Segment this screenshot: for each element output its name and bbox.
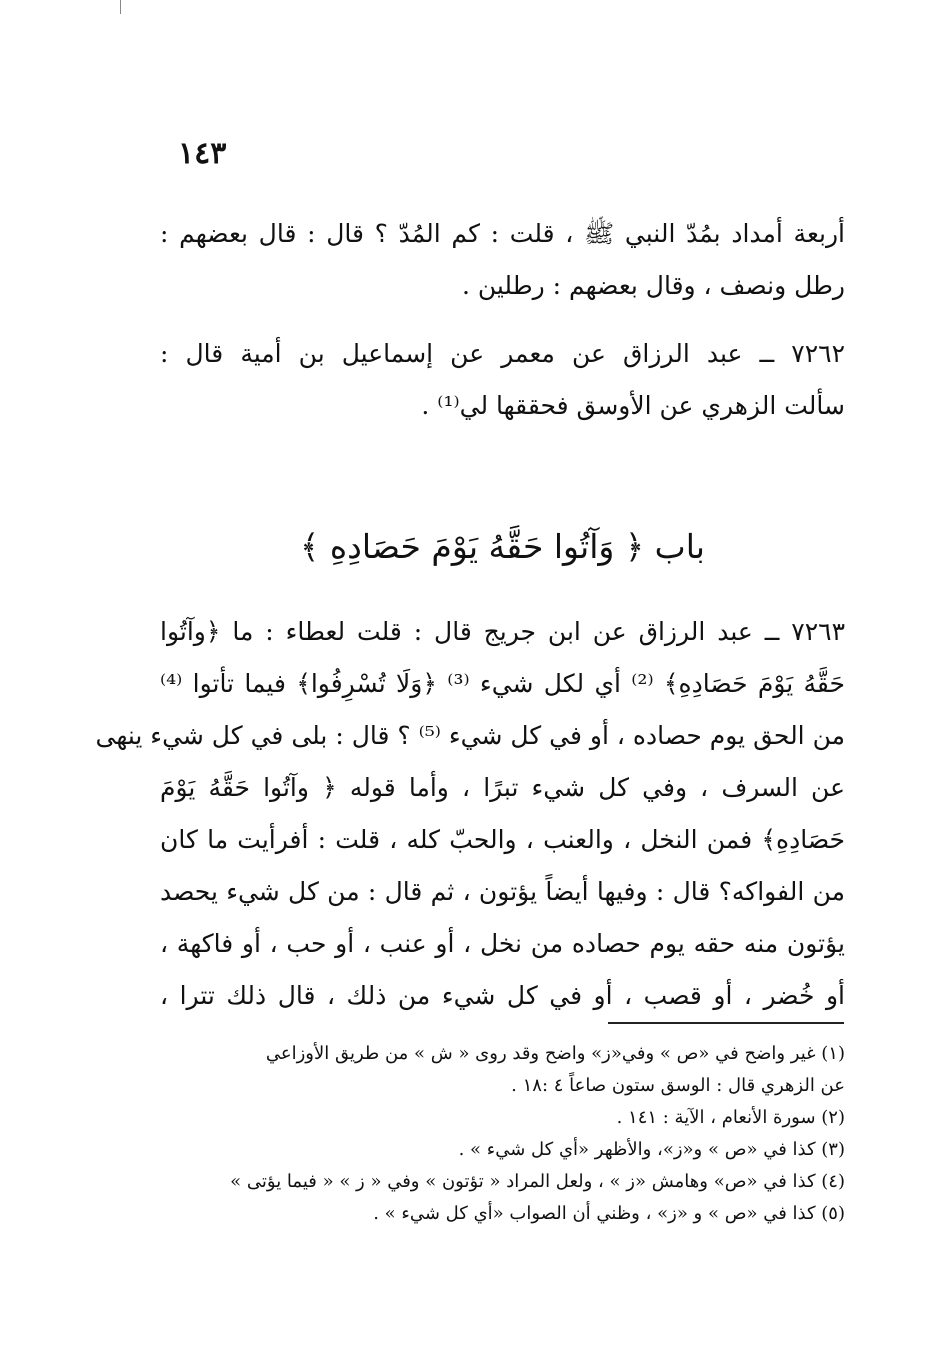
text-line: حَقَّهُ يَوْمَ حَصَادِهِ﴾ ⁽²⁾ أي لكل شيء ⁽³⁾ ﴿وَلَا تُسْرِفُوا﴾ فيما تأتوا ⁽⁴⁾ [160, 669, 846, 698]
text-line: عن السرف ، وفي كل شيء تبرًا ، وأما قوله ﴿ وآتُوا حَقَّهُ يَوْمَ [160, 773, 845, 802]
footnote-1 [160, 1038, 845, 1102]
text-line: حَصَادِهِ﴾ فمن النخل ، والعنب ، والحبّ كله ، قلت : أفرأيت ما كان [160, 825, 845, 854]
chapter-heading: باب ﴿ وَآتُوا حَقَّهُ يَوْمَ حَصَادِهِ ﴾ [300, 527, 705, 566]
text-line: من الحق يوم حصاده ، أو في كل شيء ⁽⁵⁾ ؟ قال : بلى في كل شيء ينهى [95, 721, 845, 750]
footnote-separator [608, 1022, 844, 1024]
footnote-3 [160, 1134, 845, 1166]
text-line: أربعة أمداد بمُدّ النبي ﷺ ، قلت : كم المُدّ ؟ قال : قال بعضهم : [160, 219, 845, 248]
page-number: ١٤٣ [178, 136, 227, 171]
hadith-7262 [160, 328, 845, 432]
footnote-line: (٤) كذا في «ص» وهامش «ز » ، ولعل المراد « تؤتون » وفي « ز » « فيما يؤتى » [230, 1171, 845, 1192]
paragraph-continuation [160, 208, 845, 312]
footnote-line: (٢) سورة الأنعام ، الآية : ١٤١ . [616, 1107, 845, 1128]
hadith-7263 [95, 606, 846, 1022]
footnote-line: (١) غير واضح في «ص » وفي«ز» واضح وقد روى « ش » من طريق الأوزاعي [265, 1043, 845, 1064]
text-line: سألت الزهري عن الأوسق فحققها لي⁽¹⁾ . [421, 391, 845, 420]
footnote-line: عن الزهري قال : الوسق ستون صاعاً ٤ :١٨ . [511, 1075, 845, 1096]
footnotes [160, 1038, 845, 1230]
text-line: ٧٢٦٢ ــ عبد الرزاق عن معمر عن إسماعيل بن أمية قال : [160, 339, 845, 368]
text-line: ٧٢٦٣ ــ عبد الرزاق عن ابن جريج قال : قلت لعطاء : ما ﴿وآتُوا [160, 617, 845, 646]
text-line: يؤتون منه حقه يوم حصاده من نخل ، أو عنب ، أو حب ، أو فاكهة ، [160, 929, 845, 958]
footnote-line: (٥) كذا في «ص » و «ز» ، وظني أن الصواب «أي كل شيء » . [373, 1203, 845, 1224]
text-line: أو خُضر ، أو قصب ، أو في كل شيء من ذلك ، قال ذلك تترا ، [160, 981, 845, 1010]
text-line: من الفواكه؟ قال : وفيها أيضاً يؤتون ، ثم قال : من كل شيء يحصد [160, 877, 845, 906]
footnote-5 [160, 1198, 845, 1230]
footnote-4 [160, 1166, 845, 1198]
text-line: رطل ونصف ، وقال بعضهم : رطلين . [461, 271, 845, 300]
footnote-2 [160, 1102, 845, 1134]
footnote-line: (٣) كذا في «ص » و«ز»، والأظهر «أي كل شيء » . [458, 1139, 845, 1160]
scan-mark [120, 0, 121, 14]
